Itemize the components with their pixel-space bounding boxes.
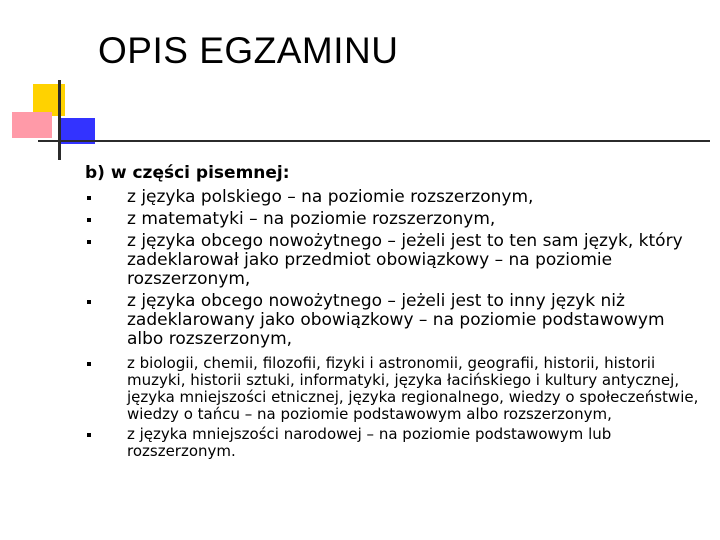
- list-item-text: z języka polskiego – na poziomie rozszerzonym,: [127, 187, 534, 207]
- list-item-text: z języka obcego nowożytnego – jeżeli jest to ten sam język, który zadeklarował jako przedmiot obowiązkowy – na poziomie rozszerzonym,: [127, 231, 683, 289]
- decorative-vertical-line: [58, 80, 61, 160]
- list-item-text: z matematyki – na poziomie rozszerzonym,: [127, 209, 496, 229]
- slide-title: OPIS EGZAMINU: [98, 30, 399, 71]
- list-item-text: z języka obcego nowożytnego – jeżeli jest to inny język niż zadeklarowany jako obowiązkowy – na poziomie podstawowym albo rozszerzonym,: [127, 291, 665, 349]
- list-item: [85, 210, 700, 229]
- bullet-icon: [87, 362, 91, 366]
- decorative-pink-square: [12, 112, 52, 138]
- exam-subject-list: [85, 188, 700, 460]
- bullet-icon: [87, 196, 91, 200]
- list-item: [85, 188, 700, 207]
- list-item: [85, 292, 700, 349]
- bullet-icon: [87, 218, 91, 222]
- bullet-icon: [87, 300, 91, 304]
- bullet-icon: [87, 240, 91, 244]
- list-item: [85, 232, 700, 289]
- list-item-text: z języka mniejszości narodowej – na poziomie podstawowym lub rozszerzonym.: [127, 425, 612, 460]
- title-underline: [38, 140, 710, 142]
- list-item: [85, 426, 700, 460]
- list-item: [85, 355, 700, 423]
- section-heading: b) w części pisemnej:: [85, 163, 290, 183]
- list-item-text: z biologii, chemii, filozofii, fizyki i astronomii, geografii, historii, historii muzyki, historii sztuki, informatyki, języka łacińskiego i kultury antycznej, języka mniejszości etnicznej, języka regionalnego, wiedzy o społeczeństwie, wiedzy o tańcu – na poziomie podstawowym albo rozszerzonym,: [127, 354, 699, 423]
- bullet-icon: [87, 433, 91, 437]
